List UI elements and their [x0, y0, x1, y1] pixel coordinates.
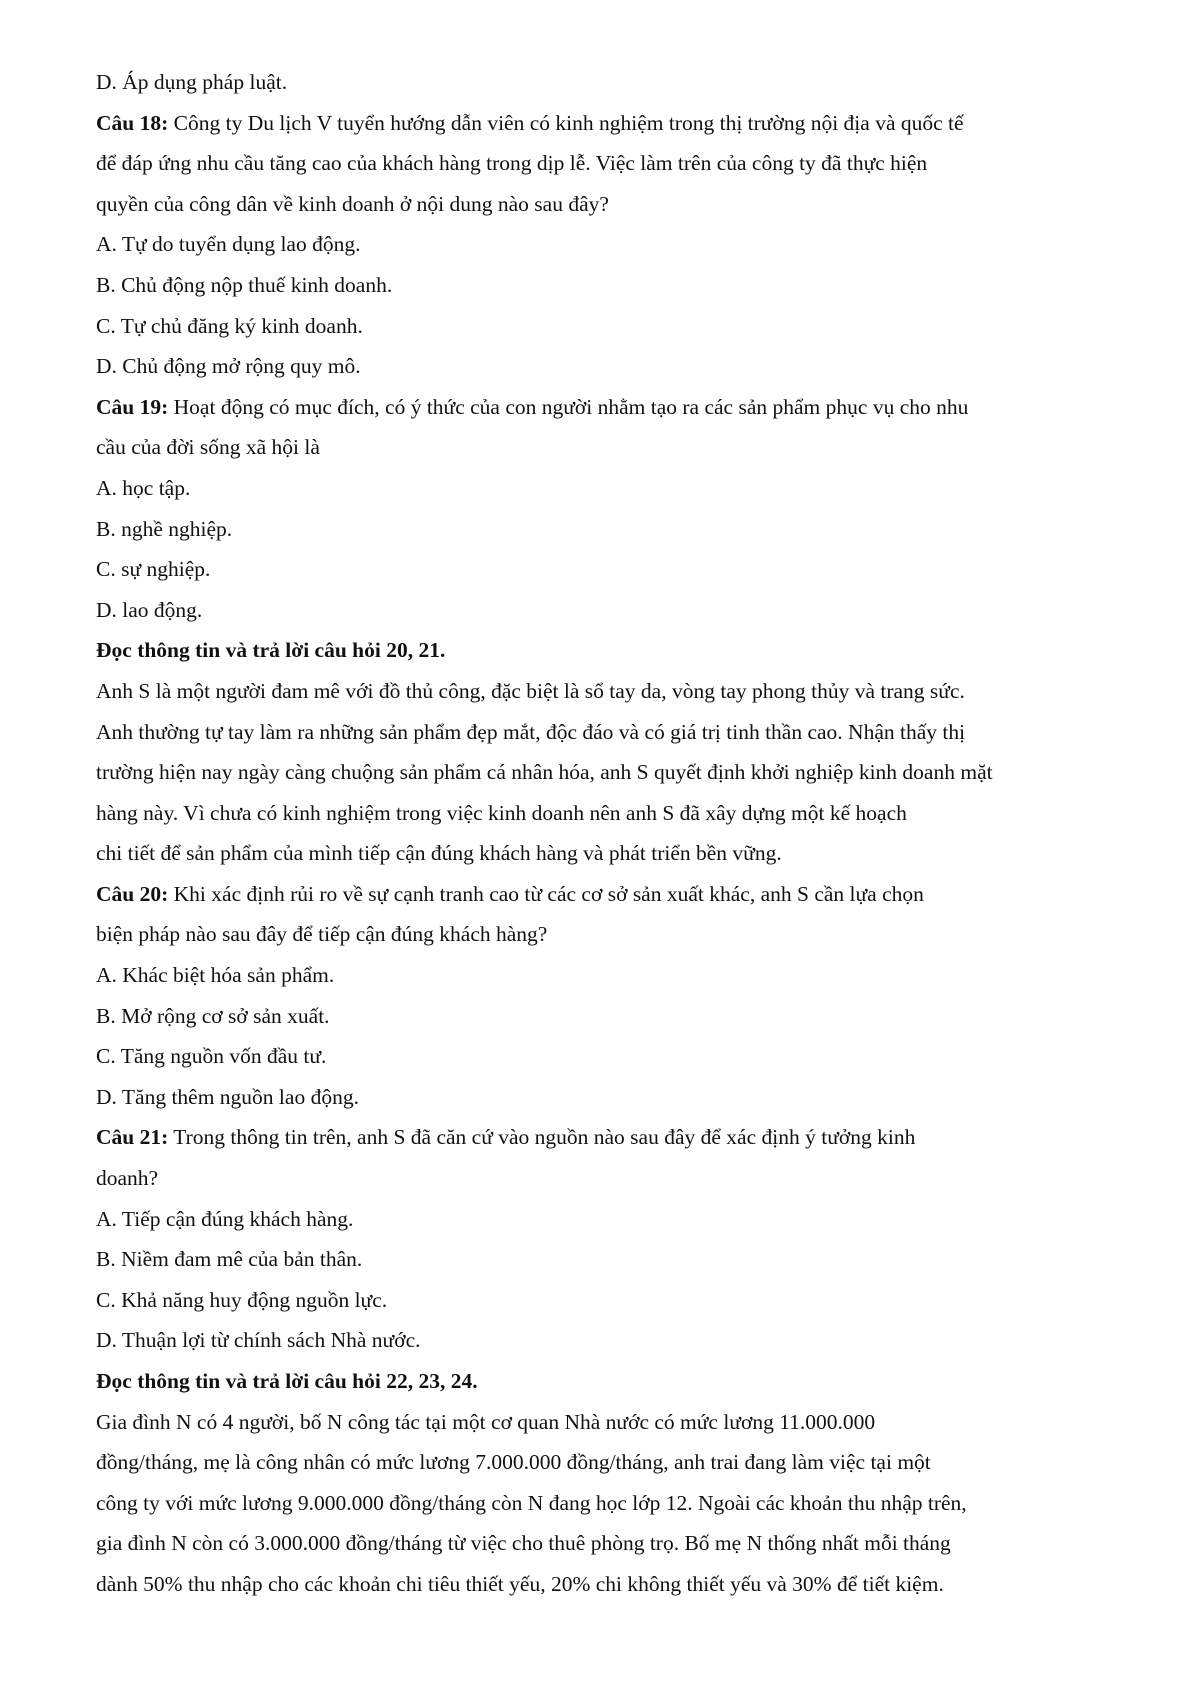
option-a: A. Tiếp cận đúng khách hàng.: [96, 1206, 354, 1231]
passage-line: Anh thường tự tay làm ra những sản phẩm đẹp mắt, độc đáo và có giá trị tinh thần cao. Nhận thấy thị: [96, 719, 966, 744]
passage-line: hàng này. Vì chưa có kinh nghiệm trong việc kinh doanh nên anh S đã xây dựng một kế hoạch: [96, 800, 907, 825]
reading-heading: Đọc thông tin và trả lời câu hỏi 20, 21.: [96, 638, 446, 663]
question-label: Câu 19:: [96, 394, 169, 419]
question-19: [96, 387, 1126, 428]
question-text: Hoạt động có mục đích, có ý thức của con người nhằm tạo ra các sản phẩm phục vụ cho nhu: [168, 394, 969, 419]
option-a: A. học tập.: [96, 475, 191, 500]
option-b: B. Mở rộng cơ sở sản xuất.: [96, 1003, 330, 1028]
passage-line: dành 50% thu nhập cho các khoản chi tiêu thiết yếu, 20% chi không thiết yếu và 30% để tiết kiệm.: [96, 1571, 944, 1596]
passage-line: chi tiết để sản phẩm của mình tiếp cận đúng khách hàng và phát triển bền vững.: [96, 841, 782, 866]
question-18: [96, 103, 1126, 144]
question-text: cầu của đời sống xã hội là: [96, 435, 320, 460]
question-text: để đáp ứng nhu cầu tăng cao của khách hàng trong dịp lễ. Việc làm trên của công ty đã thực hiện: [96, 151, 928, 176]
question-21: [96, 1117, 1126, 1158]
option-c: C. Tăng nguồn vốn đầu tư.: [96, 1044, 327, 1069]
option-a: A. Khác biệt hóa sản phẩm.: [96, 963, 335, 988]
option-d: D. Thuận lợi từ chính sách Nhà nước.: [96, 1328, 421, 1353]
question-label: Câu 21:: [96, 1125, 169, 1150]
passage-line: trường hiện nay ngày càng chuộng sản phẩm cá nhân hóa, anh S quyết định khởi nghiệp kinh doanh mặt: [96, 760, 993, 785]
question-label: Câu 18:: [96, 110, 169, 135]
option-d: D. lao động.: [96, 597, 203, 622]
passage-line: đồng/tháng, mẹ là công nhân có mức lương 7.000.000 đồng/tháng, anh trai đang làm việc tại một: [96, 1450, 931, 1475]
option-d: D. Chủ động mở rộng quy mô.: [96, 354, 361, 379]
option-d: D. Tăng thêm nguồn lao động.: [96, 1084, 359, 1109]
passage-line: Anh S là một người đam mê với đồ thủ công, đặc biệt là sổ tay da, vòng tay phong thủy và trang sức.: [96, 678, 965, 703]
reading-heading: Đọc thông tin và trả lời câu hỏi 22, 23, 24.: [96, 1369, 478, 1393]
passage-line: công ty với mức lương 9.000.000 đồng/tháng còn N đang học lớp 12. Ngoài các khoản thu nhập trên,: [96, 1490, 967, 1515]
option-d: D. Áp dụng pháp luật.: [96, 70, 288, 94]
question-20: [96, 874, 1126, 915]
question-text: biện pháp nào sau đây để tiếp cận đúng khách hàng?: [96, 922, 548, 947]
question-text: Công ty Du lịch V tuyển hướng dẫn viên có kinh nghiệm trong thị trường nội địa và quốc tế: [168, 110, 964, 135]
option-b: B. Niềm đam mê của bản thân.: [96, 1247, 363, 1272]
question-label: Câu 20:: [96, 881, 169, 906]
option-b: B. Chủ động nộp thuế kinh doanh.: [96, 272, 393, 297]
option-c: C. Tự chủ đăng ký kinh doanh.: [96, 313, 363, 338]
question-text: quyền của công dân về kinh doanh ở nội dung nào sau đây?: [96, 191, 609, 216]
question-text: Khi xác định rủi ro về sự cạnh tranh cao từ các cơ sở sản xuất khác, anh S cần lựa chọn: [168, 881, 924, 906]
passage-line: Gia đình N có 4 người, bố N công tác tại một cơ quan Nhà nước có mức lương 11.000.000: [96, 1409, 876, 1434]
question-text: Trong thông tin trên, anh S đã căn cứ vào nguồn nào sau đây để xác định ý tưởng kinh: [168, 1125, 916, 1150]
exam-page: [96, 62, 1126, 1605]
option-b: B. nghề nghiệp.: [96, 516, 233, 541]
passage-line: gia đình N còn có 3.000.000 đồng/tháng từ việc cho thuê phòng trọ. Bố mẹ N thống nhất mỗi tháng: [96, 1531, 951, 1556]
question-text: doanh?: [96, 1166, 159, 1191]
option-c: C. Khả năng huy động nguồn lực.: [96, 1287, 388, 1312]
option-a: A. Tự do tuyển dụng lao động.: [96, 232, 361, 257]
option-c: C. sự nghiệp.: [96, 557, 211, 582]
